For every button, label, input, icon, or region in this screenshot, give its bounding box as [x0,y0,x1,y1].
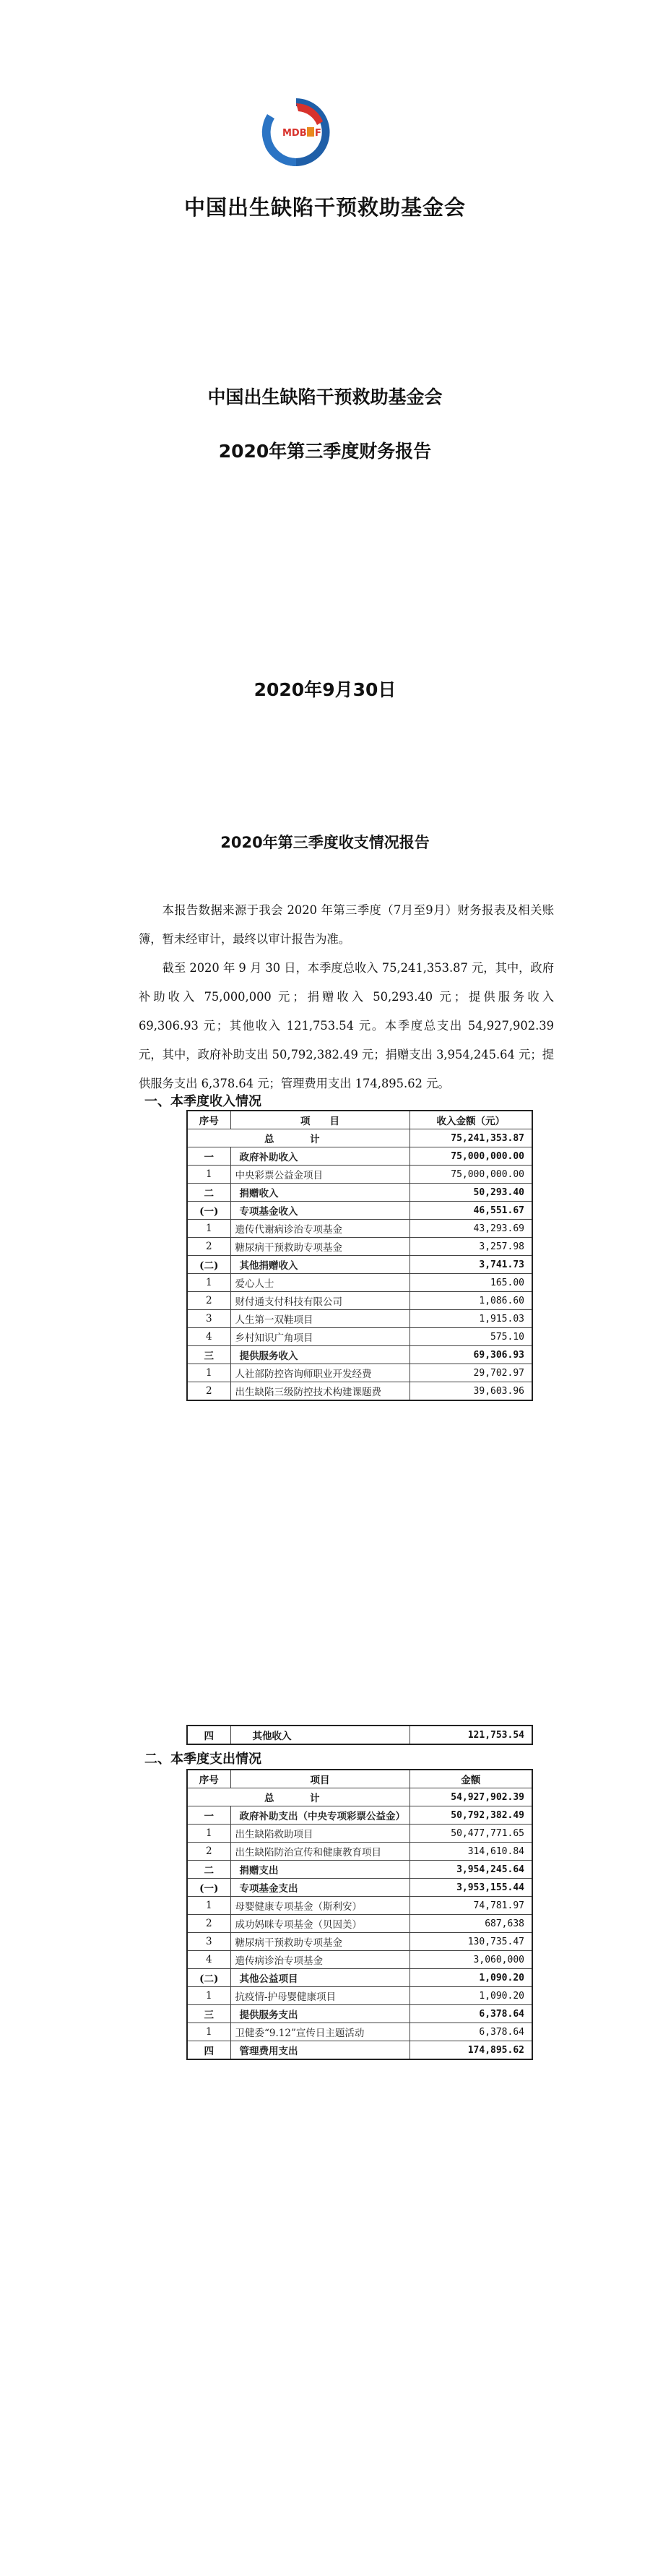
row-item: 出生缺陷救助项目 [230,1825,410,1843]
row-no: 三 [187,2005,230,2023]
row-no: 三 [187,1346,230,1364]
table-row [187,1274,532,1292]
row-item: 中央彩票公益金项目 [230,1166,410,1184]
table-row [187,2041,532,2060]
row-amount: 75,000,000.00 [410,1166,532,1184]
table-row [187,1292,532,1310]
row-item: 捐赠收入 [230,1184,410,1202]
total-amount: 54,927,902.39 [410,1788,532,1806]
row-amount: 165.00 [410,1274,532,1292]
row-item: 成功妈咪专项基金（贝因美） [230,1915,410,1933]
row-amount: 50,293.40 [410,1184,532,1202]
row-no: 1 [187,1274,230,1292]
row-no: 3 [187,1310,230,1328]
table-row [187,1951,532,1969]
row-amount: 174,895.62 [410,2041,532,2060]
row-amount: 50,792,382.49 [410,1806,532,1825]
table-row [187,1364,532,1382]
row-no: 2 [187,1843,230,1861]
row-amount: 1,090.20 [410,1969,532,1987]
cover-title-report: 2020年第三季度财务报告 [218,441,432,462]
table-row [187,1382,532,1401]
col-amount: 金额 [410,1770,532,1788]
table-row [187,1806,532,1825]
table-row [187,1346,532,1364]
col-no: 序号 [187,1111,230,1129]
row-item: 遗传代谢病诊治专项基金 [230,1220,410,1238]
table-row [187,1147,532,1166]
table-row [187,1843,532,1861]
table-row [187,1220,532,1238]
cover-title-org: 中国出生缺陷干预救助基金会 [207,387,443,408]
row-amount: 6,378.64 [410,2005,532,2023]
table-row [187,2023,532,2041]
row-amount: 69,306.93 [410,1346,532,1364]
logo-text-2: F [315,128,321,139]
row-item: 政府补助收入 [230,1147,410,1166]
row-amount: 121,753.54 [410,1726,532,1744]
table-row [187,1166,532,1184]
col-amount: 收入金额（元） [410,1111,532,1129]
table-row [187,1987,532,2005]
row-no: 四 [187,2041,230,2060]
row-item: 其他捐赠收入 [230,1256,410,1274]
cover-date: 2020年9月30日 [254,679,396,700]
row-no: 1 [187,1825,230,1843]
row-no: 一 [187,1147,230,1166]
table-row [187,1256,532,1274]
row-item: 提供服务收入 [230,1346,410,1364]
row-no: (一) [187,1202,230,1220]
row-amount: 6,378.64 [410,2023,532,2041]
row-no: 2 [187,1292,230,1310]
row-amount: 575.10 [410,1328,532,1346]
row-item: 出生缺陷三级防控技术构建课题费 [230,1382,410,1401]
table-row [187,1726,532,1744]
table-row [187,1969,532,1987]
row-no: 一 [187,1806,230,1825]
row-item: 其他收入 [230,1726,410,1744]
row-no: 1 [187,1987,230,2005]
row-item: 出生缺陷防治宣传和健康教育项目 [230,1843,410,1861]
row-item: 政府补助支出（中央专项彩票公益金） [230,1806,410,1825]
row-item: 财付通支付科技有限公司 [230,1292,410,1310]
report-summary-paragraph: 截至 2020 年 9 月 30 日，本季度总收入 75,241,353.87 元，其中，政府补助收入 75,000,000 元；捐赠收入 50,293.40 元；提供服务收入 69,306.93 元；其他收入 121,753.54 元。本季度总支出 54,927,902.39 元，其中，政府补助支出 50,792,382.49 元；捐赠支出 3,954,245.64 元；提供服务支出 6,378.64 元；管理费用支出 174,895.62 元。 [139,961,554,1090]
row-item: 卫健委“9.12”宣传日主题活动 [230,2023,410,2041]
expense-heading: 二、本季度支出情况 [144,1752,261,1767]
table-row [187,1879,532,1897]
row-no: 1 [187,1166,230,1184]
row-item: 管理费用支出 [230,2041,410,2060]
total-amount: 75,241,353.87 [410,1129,532,1147]
row-no: 四 [187,1726,230,1744]
foundation-logo [256,92,336,172]
table-row [187,1897,532,1915]
row-no: (二) [187,1256,230,1274]
row-item: 母婴健康专项基金（斯利安） [230,1897,410,1915]
org-calligraphy-name: 中国出生缺陷干预救助基金会 [183,195,466,220]
row-no: 4 [187,1328,230,1346]
row-no: (二) [187,1969,230,1987]
row-no: (一) [187,1879,230,1897]
report-title: 2020年第三季度收支情况报告 [220,834,430,851]
income-table [186,1110,533,1401]
row-no: 4 [187,1951,230,1969]
row-amount: 74,781.97 [410,1897,532,1915]
expense-total-row [187,1788,532,1806]
col-no: 序号 [187,1770,230,1788]
row-amount: 29,702.97 [410,1364,532,1382]
row-item: 糖尿病干预救助专项基金 [230,1933,410,1951]
table-row [187,1202,532,1220]
table-row [187,1238,532,1256]
row-amount: 3,257.98 [410,1238,532,1256]
row-amount: 314,610.84 [410,1843,532,1861]
row-item: 糖尿病干预救助专项基金 [230,1238,410,1256]
row-item: 乡村知识广角项目 [230,1328,410,1346]
row-no: 二 [187,1184,230,1202]
row-no: 2 [187,1238,230,1256]
row-no: 1 [187,1364,230,1382]
row-amount: 1,086.60 [410,1292,532,1310]
table-row [187,1915,532,1933]
row-amount: 130,735.47 [410,1933,532,1951]
table-row [187,1328,532,1346]
row-item: 人社部防控咨询师职业开发经费 [230,1364,410,1382]
row-item: 遗传病诊治专项基金 [230,1951,410,1969]
income-table-header [187,1111,532,1129]
row-no: 1 [187,1220,230,1238]
total-label: 总 计 [187,1129,410,1147]
table-row [187,1861,532,1879]
row-amount: 46,551.67 [410,1202,532,1220]
table-row [187,1825,532,1843]
row-amount: 3,060,000 [410,1951,532,1969]
expense-table-header [187,1770,532,1788]
row-amount: 1,915.03 [410,1310,532,1328]
row-no: 二 [187,1861,230,1879]
row-amount: 50,477,771.65 [410,1825,532,1843]
row-item: 捐赠支出 [230,1861,410,1879]
row-amount: 3,954,245.64 [410,1861,532,1879]
row-amount: 3,741.73 [410,1256,532,1274]
table-row [187,1310,532,1328]
total-label: 总 计 [187,1788,410,1806]
row-no: 2 [187,1382,230,1401]
report-intro-paragraph: 本报告数据来源于我会 2020 年第三季度（7月至9月）财务报表及相关账簿，暂未经审计，最终以审计报告为准。 [139,903,554,946]
row-item: 抗疫情-护母婴健康项目 [230,1987,410,2005]
row-amount: 75,000,000.00 [410,1147,532,1166]
row-no: 2 [187,1915,230,1933]
row-item: 爱心人士 [230,1274,410,1292]
col-item: 项目 [230,1770,410,1788]
row-amount: 39,603.96 [410,1382,532,1401]
logo-text: MDB [282,128,307,139]
table-row [187,2005,532,2023]
row-amount: 43,293.69 [410,1220,532,1238]
row-no: 1 [187,2023,230,2041]
row-amount: 1,090.20 [410,1987,532,2005]
row-item: 专项基金收入 [230,1202,410,1220]
row-no: 3 [187,1933,230,1951]
row-item: 人生第一双鞋项目 [230,1310,410,1328]
row-item: 提供服务支出 [230,2005,410,2023]
row-no: 1 [187,1897,230,1915]
row-amount: 687,638 [410,1915,532,1933]
table-row [187,1933,532,1951]
row-item: 其他公益项目 [230,1969,410,1987]
income-heading: 一、本季度收入情况 [144,1094,261,1109]
income-continued-table [186,1725,533,1745]
expense-table [186,1769,533,2060]
col-item: 项 目 [230,1111,410,1129]
row-item: 专项基金支出 [230,1879,410,1897]
income-total-row [187,1129,532,1147]
table-row [187,1184,532,1202]
row-amount: 3,953,155.44 [410,1879,532,1897]
